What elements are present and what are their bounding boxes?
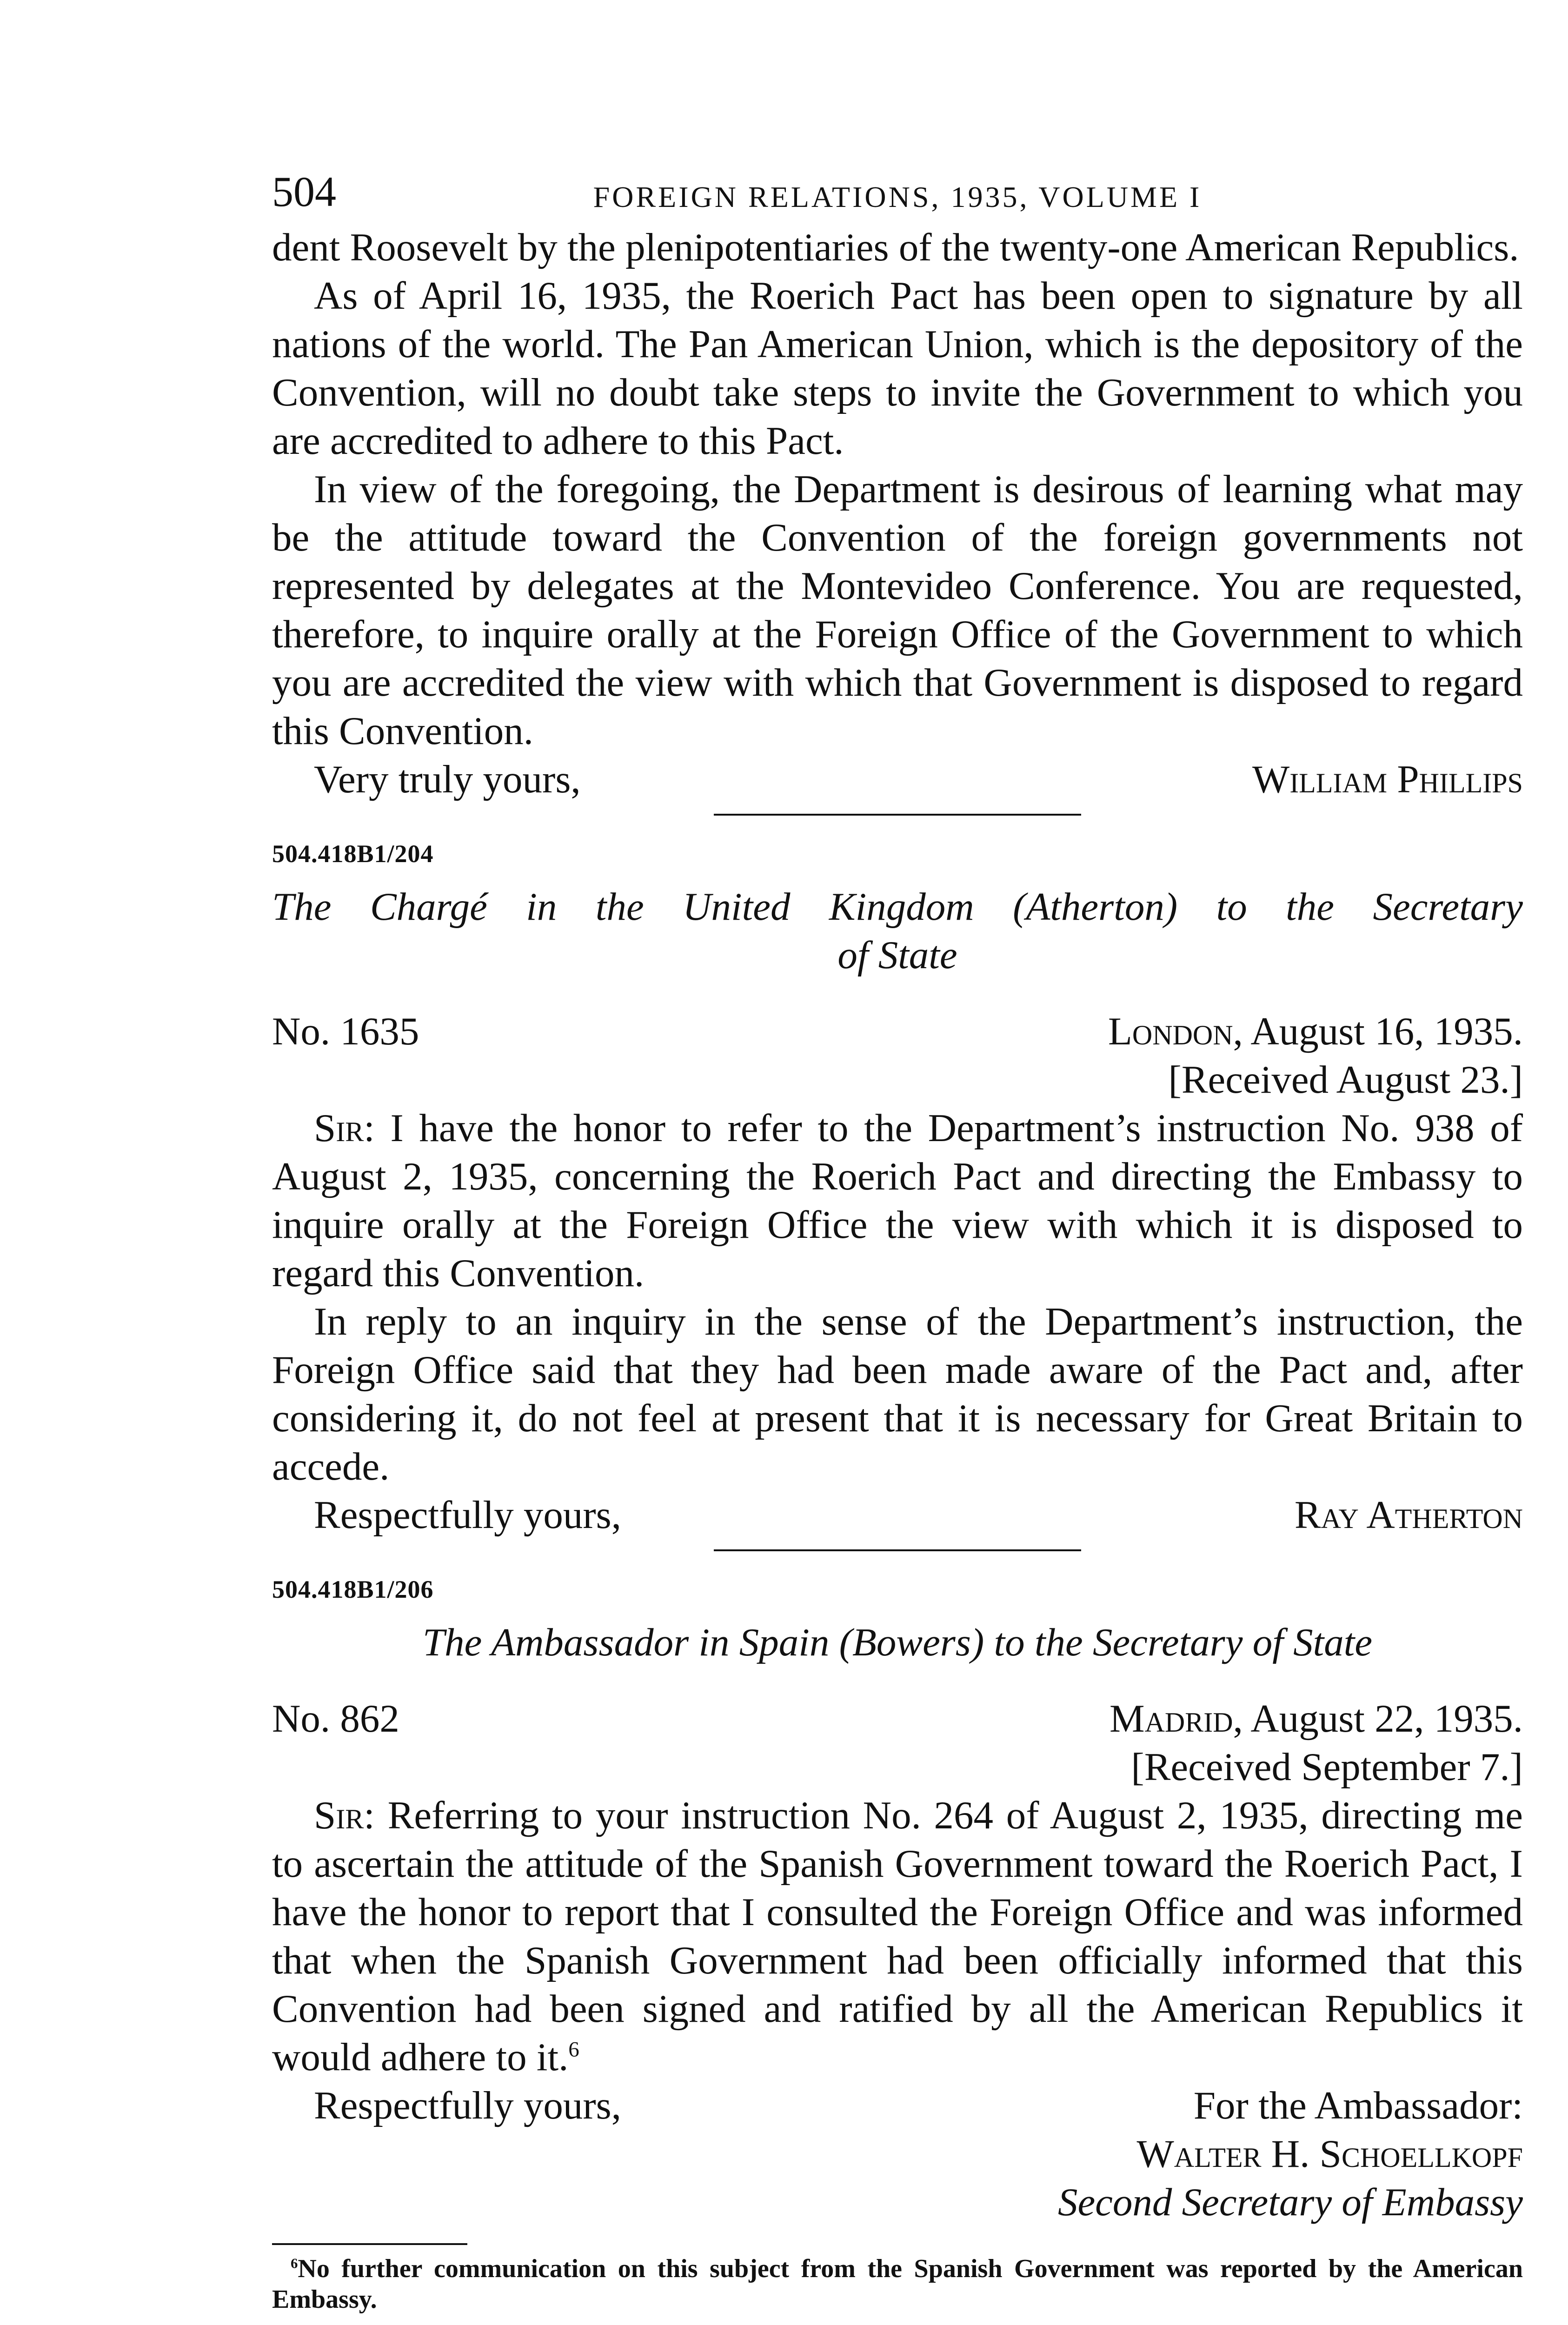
paragraph: In view of the foregoing, the Department is desirous of learning what may be the attitude toward the Convention of the foreign governments not represented by delegates at the Montevideo Conference. You are requested, therefore, to inquire orally at the Foreign Office of the Government to which you are accredited the view with which that Government is disposed to regard this Convention.: [272, 467, 1523, 753]
document-heading: The Ambassador in Spain (Bowers) to the Secretary of State: [422, 1621, 1373, 1664]
dateline: [1110, 1694, 1523, 1743]
paragraph-text: I have the honor to refer to the Department’s instruction No. 938 of August 2, 1935, concerning the Roerich Pact and directing the Embassy to inquire orally at the Foreign Office the view with which it is disposed to regard this Convention.: [272, 1106, 1523, 1295]
closing-row: [272, 755, 1523, 804]
file-number: 504.418B1/204: [272, 840, 434, 868]
document-number: No. 1635: [272, 1010, 419, 1053]
section-divider: [714, 1549, 1081, 1551]
paragraph: [272, 1791, 1523, 2081]
paragraph: As of April 16, 1935, the Roerich Pact has been open to signature by all nations of the world. The Pan American Union, which is the depository of the Convention, will no doubt take steps to invite the Government to which you are accredited to adhere to this Pact.: [272, 274, 1523, 463]
date: August 22, 1935.: [1250, 1697, 1523, 1740]
document-bowers: [272, 1565, 1523, 2226]
footnote-reference[interactable]: 6: [568, 2037, 579, 2062]
document-number: No. 862: [272, 1697, 399, 1740]
letter-phillips: [272, 223, 1523, 804]
closing-row: [272, 1491, 1523, 1539]
for-line: For the Ambassador:: [1193, 2084, 1523, 2127]
footnote-text: No further communication on this subject from the Spanish Government was reported by the American Embassy.: [272, 2254, 1523, 2314]
section-divider: [714, 814, 1081, 816]
closing: Respectfully yours,: [314, 2084, 621, 2127]
salutation: Sir:: [314, 1794, 375, 1837]
signatory-title: Second Secretary of Embassy: [1057, 2180, 1523, 2224]
document-page: [272, 167, 1523, 2315]
date: August 16, 1935.: [1250, 1010, 1523, 1053]
footnote-marker: 6: [291, 2255, 298, 2272]
signature: Ray Atherton: [1294, 1493, 1523, 1537]
dateline-row: [272, 1007, 1523, 1056]
footnote-divider: [272, 2243, 467, 2245]
page-header: [272, 167, 1523, 223]
paragraph: dent Roosevelt by the plenipotentiaries of the twenty-one American Republics.: [272, 226, 1519, 269]
file-number: 504.418B1/206: [272, 1575, 434, 1603]
closing: Respectfully yours,: [314, 1493, 621, 1537]
received-date: [Received September 7.]: [1131, 1745, 1523, 1789]
signature: Walter H. Schoellkopf: [1136, 2132, 1523, 2176]
dateline: [1108, 1007, 1523, 1056]
document-heading-cont: of State: [837, 933, 957, 977]
document-atherton: [272, 830, 1523, 1539]
footnote: [272, 2253, 1523, 2315]
closing-row: [272, 2081, 1523, 2130]
paragraph: In reply to an inquiry in the sense of the Department’s instruction, the Foreign Office said that they had been made aware of the Pact and, after considering it, do not feel at present that it is necessary for Great Britain to accede.: [272, 1300, 1523, 1488]
salutation: Sir:: [314, 1106, 375, 1150]
received-date: [Received August 23.]: [1168, 1058, 1523, 1102]
paragraph: [272, 1104, 1523, 1297]
running-title: FOREIGN RELATIONS, 1935, VOLUME I: [593, 180, 1202, 213]
place: Madrid,: [1110, 1697, 1243, 1740]
dateline-row: [272, 1694, 1523, 1743]
page-number: 504: [272, 168, 336, 215]
document-heading: The Chargé in the United Kingdom (Atherton) to the Secretary: [272, 885, 1523, 929]
paragraph-text: Referring to your instruction No. 264 of August 2, 1935, directing me to ascertain the attitude of the Spanish Government toward the Roerich Pact, I have the honor to report that I consulted the Foreign Office and was informed that when the Spanish Government had been officially informed that this Convention had been signed and ratified by all the American Republics it would adhere to it.: [272, 1794, 1523, 2079]
signature: William Phillips: [1252, 757, 1523, 801]
place: London,: [1108, 1010, 1243, 1053]
closing: Very truly yours,: [314, 757, 581, 801]
